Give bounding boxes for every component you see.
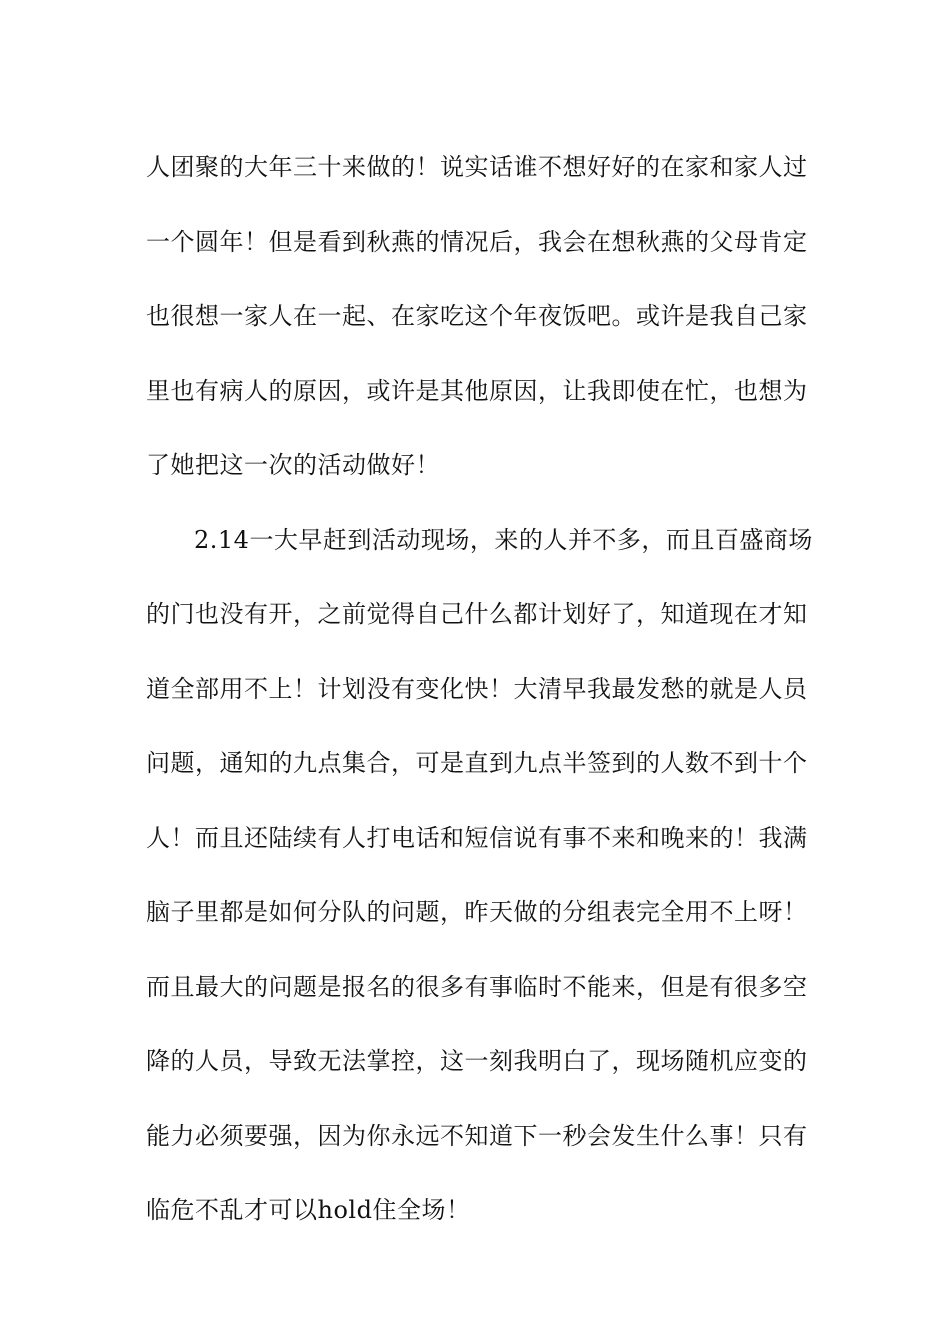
text-line: 临危不乱才可以hold住全场！ [146,1196,471,1224]
text-line: 的门也没有开，之前觉得自己什么都计划好了，知道现在才知 [146,600,808,628]
text-line: 脑子里都是如何分队的问题，昨天做的分组表完全用不上呀！ [146,898,808,926]
text-line: 问题，通知的九点集合，可是直到九点半签到的人数不到十个 [146,749,808,777]
text-line: 人团聚的大年三十来做的！说实话谁不想好好的在家和家人过 [146,153,808,181]
text-line: 道全部用不上！计划没有变化快！大清早我最发愁的就是人员 [146,674,808,703]
text-line: 里也有病人的原因，或许是其他原因，让我即使在忙，也想为 [146,376,808,405]
body-text [146,130,813,1248]
text-line: 了她把这一次的活动做好！ [146,451,440,479]
paragraph-start-line: 2.14一大早赶到活动现场，来的人并不多，而且百盛商场 [194,525,813,554]
text-line: 能力必须要强，因为你永远不知道下一秒会发生什么事！只有 [146,1121,808,1150]
text-line: 而且最大的问题是报名的很多有事临时不能来，但是有很多空 [146,972,808,1001]
text-line: 一个圆年！但是看到秋燕的情况后，我会在想秋燕的父母肯定 [146,227,808,256]
text-line: 降的人员，导致无法掌控，这一刻我明白了，现场随机应变的 [146,1047,808,1075]
text-line: 也很想一家人在一起、在家吃这个年夜饭吧。或许是我自己家 [146,302,808,330]
text-line: 人！而且还陆续有人打电话和短信说有事不来和晚来的！我满 [146,823,808,852]
